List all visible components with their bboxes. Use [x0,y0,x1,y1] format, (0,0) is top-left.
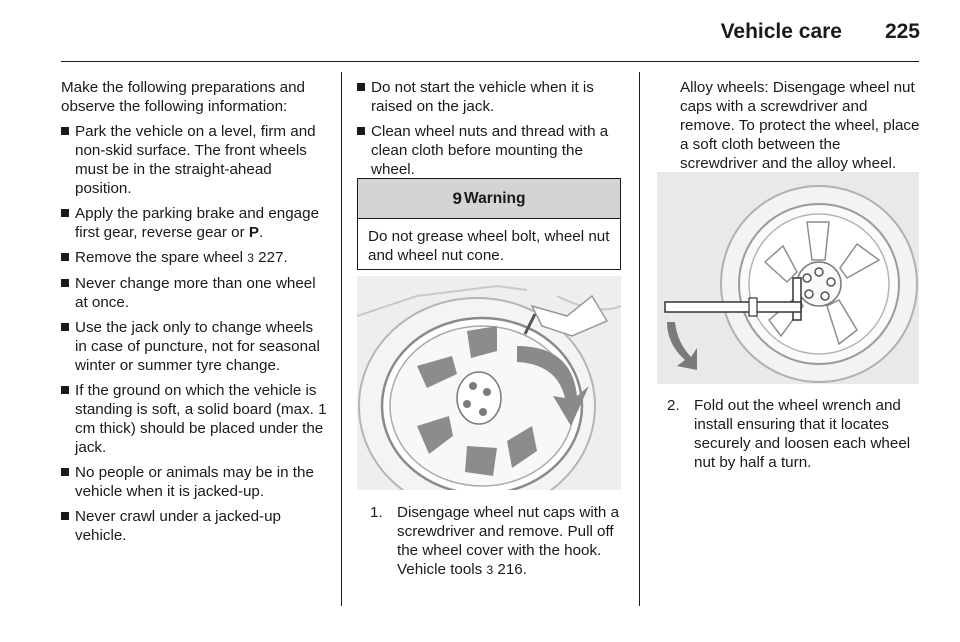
step-number: 1. [370,504,383,521]
preparation-list [61,122,327,545]
list-item [61,463,327,501]
list-item-text: Do not start the vehicle when it is raised on the jack. [371,79,594,115]
bullet-square-icon [61,468,69,476]
caution-list [357,78,623,179]
wheel-cover-removal-figure [357,276,621,490]
list-item [61,204,327,242]
bullet-square-icon [61,323,69,331]
wheel-cover-illustration [357,276,621,490]
page-reference[interactable]: 227. [253,249,288,266]
bullet-square-icon [61,209,69,217]
list-item [61,122,327,198]
list-item-text: No people or animals may be in the vehicle when it is jacked-up. [75,464,314,500]
gear-p-label: P [248,224,260,241]
list-item [61,318,327,375]
section-title: Vehicle care [720,20,842,43]
page-header [0,0,960,62]
page-number: 225 [884,20,920,43]
bullet-square-icon [357,83,365,91]
alloy-wheels-note: Alloy wheels: Disengage wheel nut caps with a screwdriver and remove. To protect the wheel, place a soft cloth between the screwdriver and the alloy wheel. [680,79,920,172]
list-item-text: Clean wheel nuts and thread with a clean cloth before mounting the wheel. [371,123,609,178]
list-item [357,78,623,116]
list-item [61,381,327,457]
step-text: Fold out the wheel wrench and install ensuring that it locates securely and loosen each wheel nut by half a turn. [694,397,911,471]
list-item-text: Never crawl under a jacked-up vehicle. [75,508,281,544]
warning-body: Do not grease wheel bolt, wheel nut and wheel nut cone. [368,228,610,264]
warning-header [358,179,620,219]
bullet-square-icon [357,127,365,135]
bullet-square-icon [61,279,69,287]
wheel-wrench-illustration [657,172,919,384]
wheel-wrench-figure [657,172,919,384]
warning-box [357,178,621,270]
list-item [61,507,327,545]
column-divider-2 [639,72,640,606]
list-item-text: Never change more than one wheel at once. [75,275,316,311]
column-1 [61,78,327,545]
list-item-text: Apply the parking brake and engage first gear, reverse gear or [75,205,320,241]
bullet-square-icon [61,512,69,520]
list-item-text: Use the jack only to change wheels in case of puncture, not for seasonal winter or summer tyre change. [75,319,320,374]
step-text: Disengage wheel nut caps with a screwdriver and remove. Pull off the wheel cover with the hook. Vehicle tools 3 216. [397,504,620,578]
list-item-text-end: . [259,224,264,241]
page-reference-arrow-icon: 3 [247,251,254,265]
bullet-square-icon [61,253,69,261]
list-item-text: If the ground on which the vehicle is standing is soft, a solid board (max. 1 cm thick) should be placed under the jack. [75,382,327,456]
list-item [357,122,623,179]
warning-sign-icon: 9 [452,188,463,208]
bullet-square-icon [61,127,69,135]
list-item-text: Park the vehicle on a level, firm and non-skid surface. The front wheels must be in the straight-ahead position. [75,123,316,197]
step-number: 2. [667,397,680,414]
column-divider-1 [341,72,342,606]
page-reference-arrow-icon: 3 [486,563,494,577]
column-2 [357,78,623,179]
list-item [61,248,327,268]
list-item-text: Remove the spare wheel [75,249,248,266]
list-item [61,274,327,312]
intro-paragraph: Make the following preparations and observe the following information: [61,79,305,115]
header-rule [61,61,919,62]
warning-title: Warning [464,189,526,207]
page-reference[interactable]: 216. [493,561,527,578]
bullet-square-icon [61,386,69,394]
